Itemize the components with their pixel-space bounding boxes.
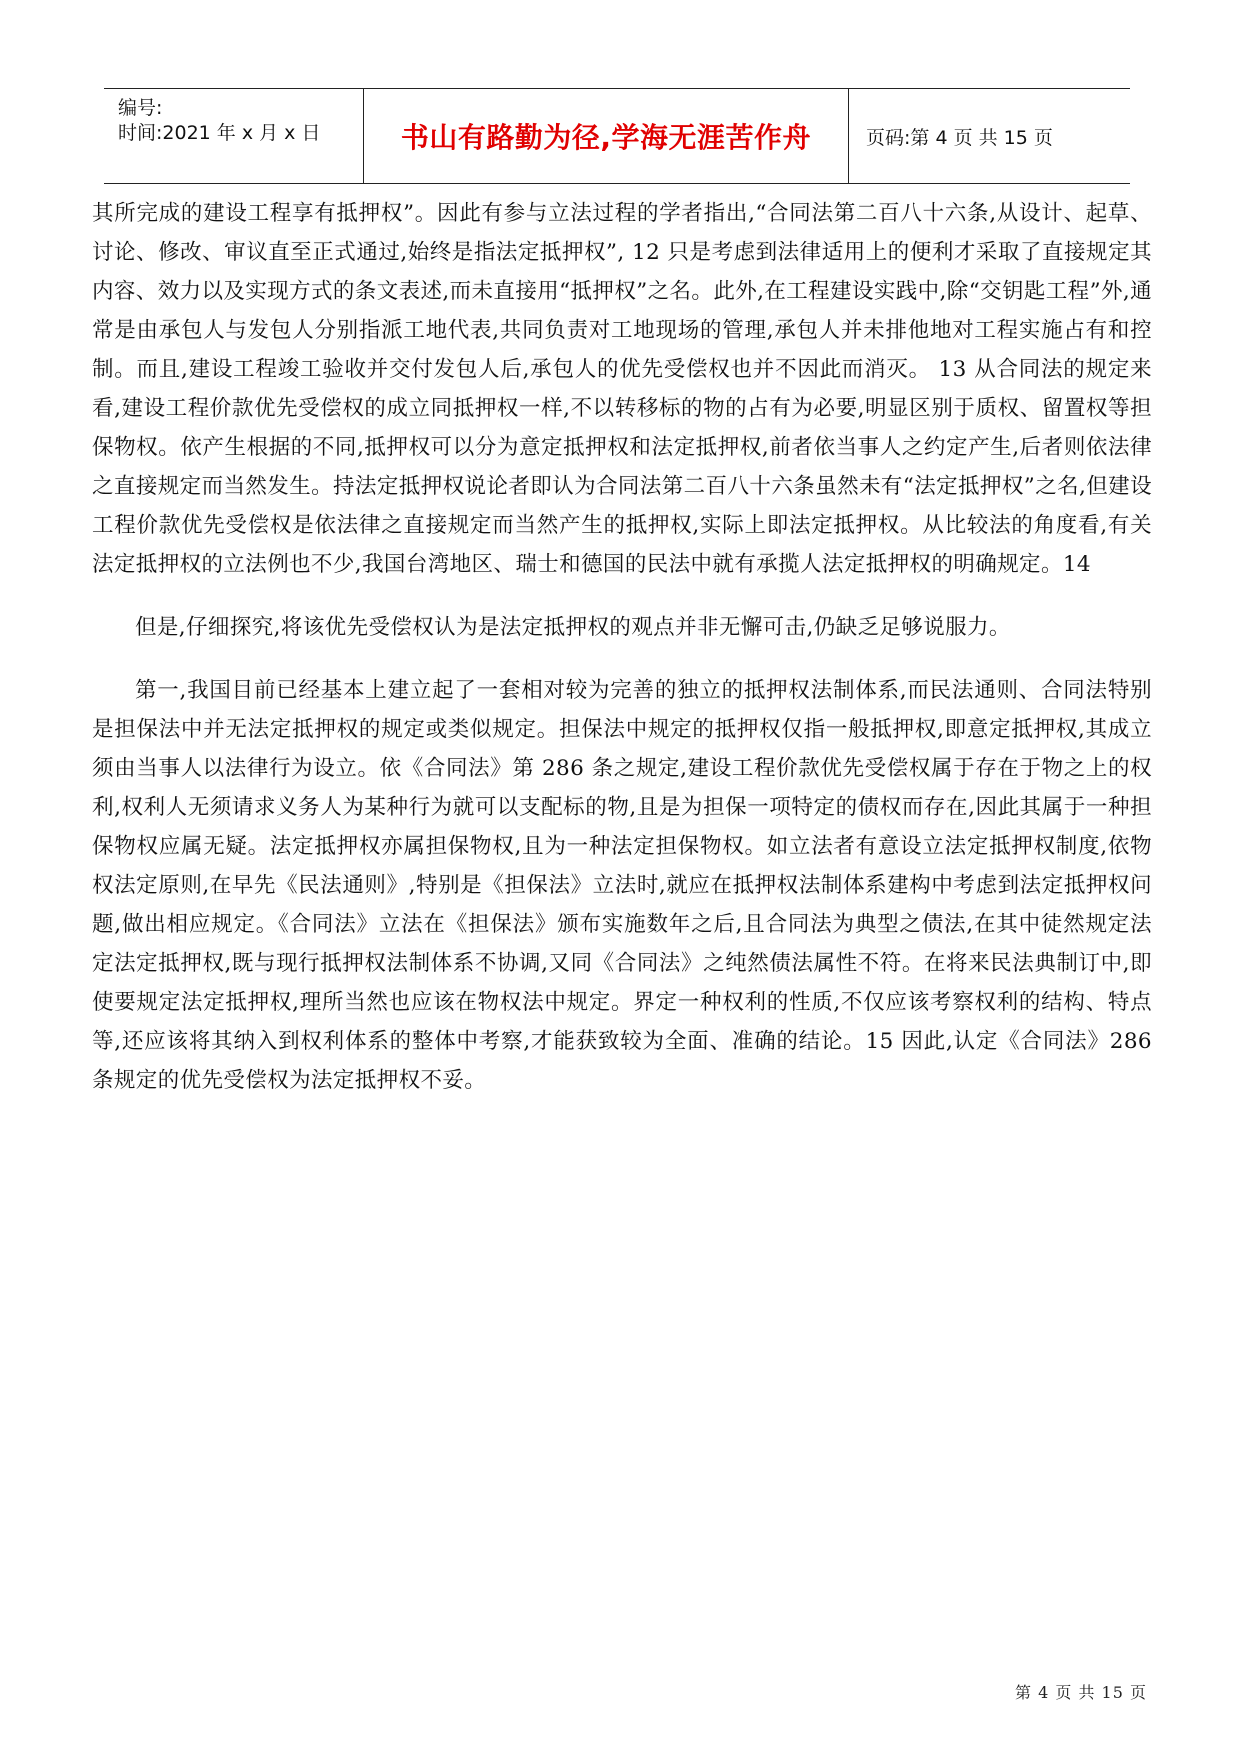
paragraph-1: 其所完成的建设工程享有抵押权”。因此有参与立法过程的学者指出,“合同法第二百八十六条,从设计、起草、讨论、修改、审议直至正式通过,始终是指法定抵押权”, 12 只是考虑到法律适用上的便利才采取了直接规定其内容、效力以及实现方式的条文表述,而未直接用“抵押权”之名。此外,在工程建设实践中,除“交钥匙工程”外,通常是由承包人与发包人分别指派工地代表,共同负责对工地现场的管理,承包人并未排他地对工程实施占有和控制。而且,建设工程竣工验收并交付发包人后,承包人的优先受偿权也并不因此而消灭。 13 从合同法的规定来看,建设工程价款优先受偿权的成立同抵押权一样,不以转移标的物的占有为必要,明显区别于质权、留置权等担保物权。依产生根据的不同,抵押权可以分为意定抵押权和法定抵押权,前者依当事人之约定产生,后者则依法律之直接规定而当然发生。持法定抵押权说论者即认为合同法第二百八十六条虽然未有“法定抵押权”之名,但建设工程价款优先受偿权是依法律之直接规定而当然产生的抵押权,实际上即法定抵押权。从比较法的角度看,有关法定抵押权的立法例也不少,我国台湾地区、瑞士和德国的民法中就有承揽人法定抵押权的明确规定。14 xyxy=(92,201,1153,577)
header-info-cell xyxy=(104,89,364,183)
header-page-label: 页码:第 4 页 共 15 页 xyxy=(866,126,1053,149)
page-footer: 第 4 页 共 15 页 xyxy=(1015,1683,1147,1702)
header-motto: 书山有路勤为径,学海无涯苦作舟 xyxy=(364,89,849,183)
page-header xyxy=(104,88,1130,184)
document-body xyxy=(92,194,1152,1100)
document-time-label: 时间:2021 年 x 月 x 日 xyxy=(118,122,321,144)
paragraph-3: 第一,我国目前已经基本上建立起了一套相对较为完善的独立的抵押权法制体系,而民法通则、合同法特别是担保法中并无法定抵押权的规定或类似规定。担保法中规定的抵押权仅指一般抵押权,即意定抵押权,其成立须由当事人以法律行为设立。依《合同法》第 286 条之规定,建设工程价款优先受偿权属于存在于物之上的权利,权利人无须请求义务人为某种行为就可以支配标的物,且是为担保一项特定的债权而存在,因此其属于一种担保物权应属无疑。法定抵押权亦属担保物权,且为一种法定担保物权。如立法者有意设立法定抵押权制度,依物权法定原则,在早先《民法通则》,特别是《担保法》立法时,就应在抵押权法制体系建构中考虑到法定抵押权问题,做出相应规定。《合同法》立法在《担保法》颁布实施数年之后,且合同法为典型之债法,在其中徒然规定法定法定抵押权,既与现行抵押权法制体系不协调,又同《合同法》之纯然债法属性不符。在将来民法典制订中,即使要规定法定抵押权,理所当然也应该在物权法中规定。界定一种权利的性质,不仅应该考察权利的结构、特点等,还应该将其纳入到权利体系的整体中考察,才能获致较为全面、准确的结论。15 因此,认定《合同法》286 条规定的优先受偿权为法定抵押权不妥。 xyxy=(92,678,1152,1093)
paragraph-2: 但是,仔细探究,将该优先受偿权认为是法定抵押权的观点并非无懈可击,仍缺乏足够说服力。 xyxy=(135,615,1011,640)
document-number-label: 编号: xyxy=(118,97,163,119)
